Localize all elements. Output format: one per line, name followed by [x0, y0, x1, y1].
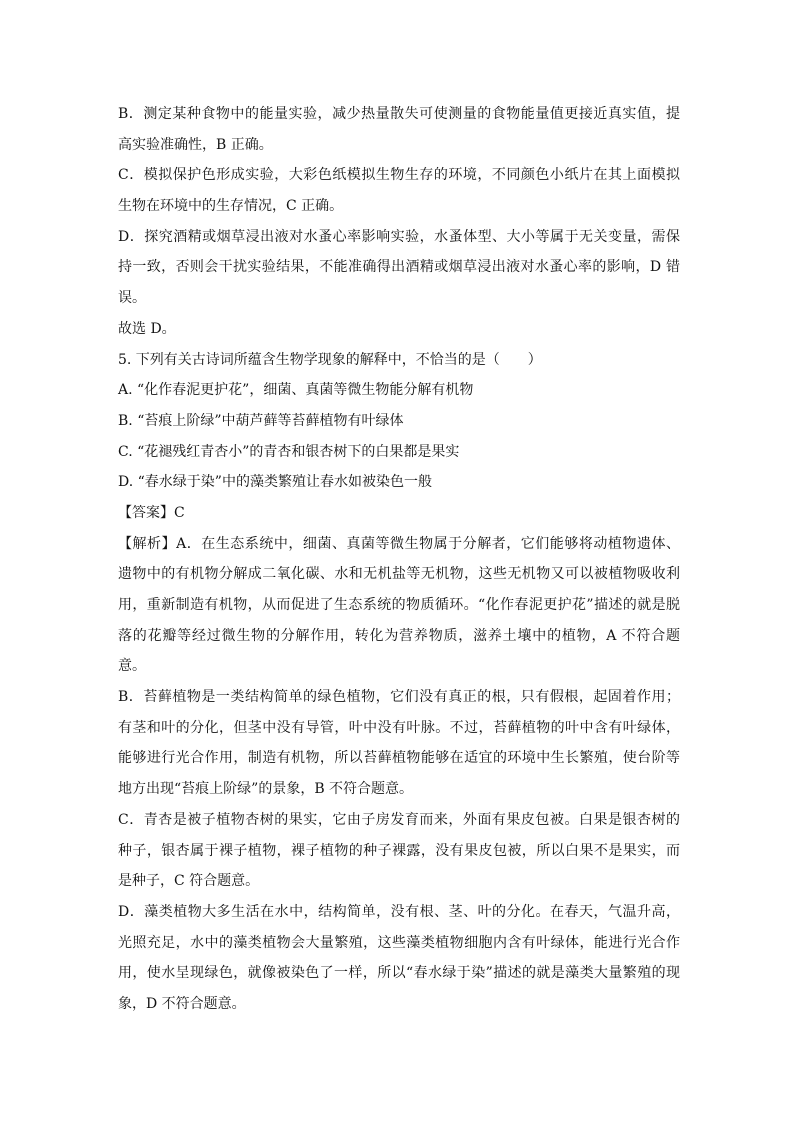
- document-body: [118, 99, 680, 1020]
- text-line: 地方出现“苔痕上阶绿”的景象，B 不符合题意。: [118, 781, 414, 798]
- text-line: D．藻类植物大多生活在水中，结构简单，没有根、茎、叶的分化。在春天，气温升高，: [118, 903, 680, 920]
- text-line: 生物在环境中的生存情况，C 正确。: [118, 198, 344, 215]
- text-line: 故选 D。: [118, 320, 176, 337]
- text-line: 用，重新制造有机物，从而促进了生态系统的物质循环。“化作春泥更护花”描述的就是脱: [118, 597, 680, 613]
- text-line: 落的花瓣等经过微生物的分解作用，转化为营养物质，滋养土壤中的植物，A 不符合题: [118, 627, 680, 644]
- text-line: 遗物中的有机物分解成二氧化碳、水和无机盐等无机物，这些无机物又可以被植物吸收利: [118, 566, 680, 583]
- text-line: 象，D 不符合题意。: [118, 995, 246, 1012]
- text-line: 光照充足，水中的藻类植物会大量繁殖，这些藻类植物细胞内含有叶绿体，能进行光合作: [118, 934, 680, 951]
- text-line: C. “花褪残红青杏小”的青杏和银杏树下的白果都是果实: [118, 443, 460, 460]
- text-line: 【答案】C: [118, 504, 185, 521]
- text-line: 意。: [118, 658, 146, 675]
- text-line: 是种子，C 符合题意。: [118, 873, 260, 890]
- text-line: C．青杏是被子植物杏树的果实，它由子房发育而来，外面有果皮包被。白果是银杏树的: [118, 811, 680, 828]
- text-line: A. “化作春泥更护花”，细菌、真菌等微生物能分解有机物: [118, 382, 474, 399]
- text-line: 能够进行光合作用，制造有机物，所以苔藓植物能够在适宜的环境中生长繁殖，使台阶等: [118, 750, 680, 767]
- text-line: 【解析】A．在生态系统中，细菌、真菌等微生物属于分解者，它们能够将动植物遗体、: [118, 535, 680, 552]
- text-line: B．测定某种食物中的能量实验，减少热量散失可使测量的食物能量值更接近真实值，提: [118, 106, 680, 122]
- text-line: C．模拟保护色形成实验，大彩色纸模拟生物生存的环境，不同颜色小纸片在其上面模拟: [118, 167, 680, 184]
- text-line: B．苔藓植物是一类结构简单的绿色植物，它们没有真正的根，只有假根，起固着作用；: [118, 689, 680, 706]
- text-line: D．探究酒精或烟草浸出液对水蚤心率影响实验，水蚤体型、大小等属于无关变量，需保: [118, 228, 680, 245]
- text-line: 有茎和叶的分化，但茎中没有导管，叶中没有叶脉。不过，苔藓植物的叶中含有叶绿体，: [118, 719, 680, 736]
- text-line: 误。: [118, 290, 146, 307]
- text-line: B. “苔痕上阶绿”中葫芦藓等苔藓植物有叶绿体: [118, 412, 404, 429]
- text-line: 持一致，否则会干扰实验结果，不能准确得出酒精或烟草浸出液对水蚤心率的影响，D 错: [118, 259, 680, 276]
- text-line: 5. 下列有关古诗词所蕴含生物学现象的解释中，不恰当的是（ ）: [118, 351, 542, 368]
- text-line: D. “春水绿于染”中的藻类繁殖让春水如被染色一般: [118, 474, 432, 491]
- text-line: 用，使水呈现绿色，就像被染色了一样，所以“春水绿于染”描述的就是藻类大量繁殖的现: [118, 965, 680, 982]
- text-line: 种子，银杏属于裸子植物，裸子植物的种子裸露，没有果皮包被，所以白果不是果实，而: [118, 842, 680, 859]
- text-line: 高实验准确性，B 正确。: [118, 136, 273, 153]
